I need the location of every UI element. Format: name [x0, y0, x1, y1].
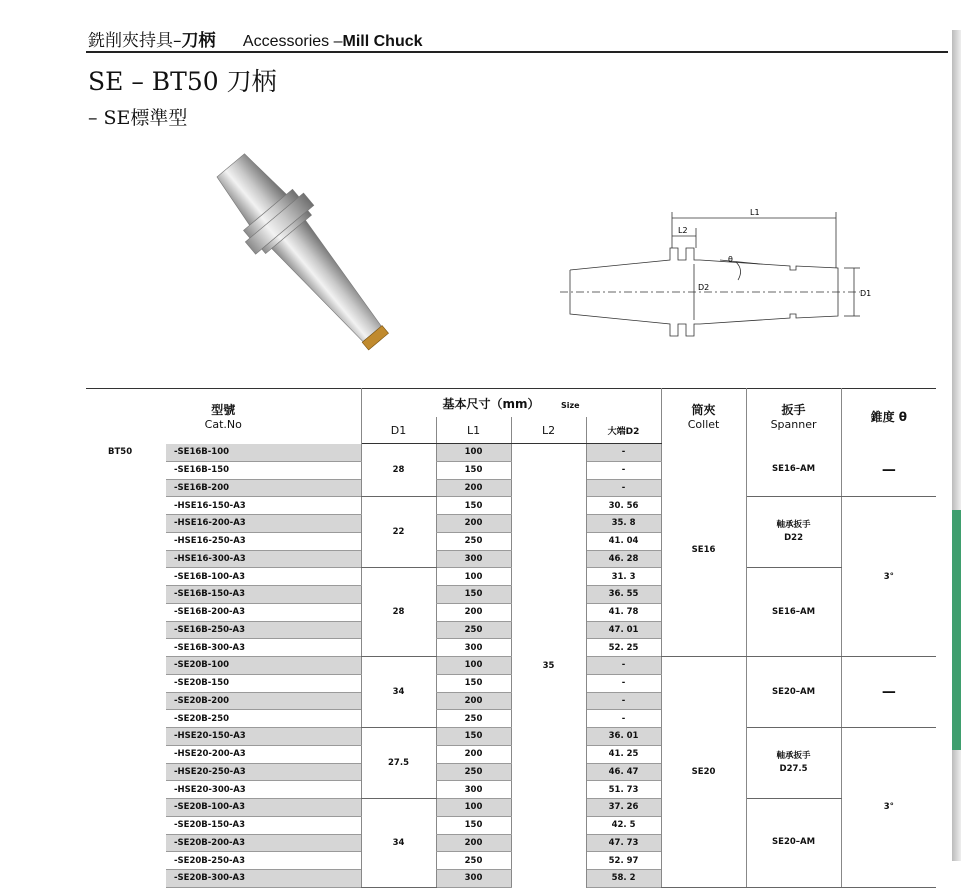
- header-model: 型號 Cat.No: [86, 389, 361, 444]
- d2-cell: -: [586, 710, 661, 728]
- d2-cell: 52. 25: [586, 639, 661, 657]
- l1-cell: 200: [436, 834, 511, 852]
- header-d1: D1: [361, 417, 436, 444]
- cat-no-cell: -SE16B-200: [166, 479, 361, 497]
- d2-cell: 47. 01: [586, 621, 661, 639]
- l1-cell: 200: [436, 603, 511, 621]
- l1-cell: 150: [436, 816, 511, 834]
- label-theta: θ: [728, 255, 733, 264]
- l1-cell: 150: [436, 586, 511, 604]
- l1-cell: 100: [436, 657, 511, 675]
- label-d2: D2: [698, 283, 710, 292]
- header-d2: 大端D2: [586, 417, 661, 444]
- d2-cell: 58. 2: [586, 870, 661, 888]
- l1-cell: 300: [436, 870, 511, 888]
- d1-cell: 22: [361, 497, 436, 568]
- section-header: [88, 26, 423, 51]
- spanner-cell: SE20–AM: [746, 657, 841, 728]
- d2-cell: -: [586, 461, 661, 479]
- d2-cell: 37. 26: [586, 799, 661, 817]
- cat-no-cell: -HSE20-200-A3: [166, 745, 361, 763]
- cat-no-cell: -SE20B-150: [166, 674, 361, 692]
- header-dims: 基本尺寸（mm） Size: [361, 389, 661, 418]
- cat-no-cell: -HSE20-250-A3: [166, 763, 361, 781]
- cat-no-cell: -HSE16-200-A3: [166, 515, 361, 533]
- d2-cell: 52. 97: [586, 852, 661, 870]
- cat-no-cell: -SE20B-100-A3: [166, 799, 361, 817]
- cat-no-cell: -SE16B-100-A3: [166, 568, 361, 586]
- l1-cell: 150: [436, 674, 511, 692]
- l1-cell: 250: [436, 852, 511, 870]
- d2-cell: -: [586, 479, 661, 497]
- spec-table-body: [86, 444, 936, 888]
- d2-cell: 46. 47: [586, 763, 661, 781]
- l1-cell: 200: [436, 515, 511, 533]
- cat-no-cell: -SE20B-150-A3: [166, 816, 361, 834]
- d2-cell: 51. 73: [586, 781, 661, 799]
- taper-cell: —: [841, 444, 936, 497]
- d2-cell: -: [586, 674, 661, 692]
- taper-cell: 3°: [841, 497, 936, 657]
- spanner-cell: 軸承扳手 D22: [746, 497, 841, 568]
- cat-no-cell: -SE20B-250: [166, 710, 361, 728]
- cat-no-cell: -SE16B-150-A3: [166, 586, 361, 604]
- d1-cell: 34: [361, 799, 436, 888]
- label-d1: D1: [860, 289, 872, 298]
- d2-cell: 36. 01: [586, 728, 661, 746]
- l1-cell: 150: [436, 497, 511, 515]
- label-l2: L2: [678, 226, 688, 235]
- l2-cell: 35: [511, 444, 586, 888]
- l1-cell: 100: [436, 799, 511, 817]
- d1-cell: 34: [361, 657, 436, 728]
- edge-tab-gray: [952, 30, 961, 510]
- cat-no-cell: -HSE16-300-A3: [166, 550, 361, 568]
- cat-no-cell: -HSE16-150-A3: [166, 497, 361, 515]
- d2-cell: 46. 28: [586, 550, 661, 568]
- spanner-cell: 軸承扳手 D27.5: [746, 728, 841, 799]
- d2-cell: 42. 5: [586, 816, 661, 834]
- l1-cell: 100: [436, 444, 511, 462]
- l1-cell: 250: [436, 763, 511, 781]
- d2-cell: 41. 25: [586, 745, 661, 763]
- spanner-cell: SE16–AM: [746, 568, 841, 657]
- spec-table: [86, 388, 936, 888]
- header-collet: 筒夾 Collet: [661, 389, 746, 444]
- l1-cell: 250: [436, 710, 511, 728]
- d2-cell: 31. 3: [586, 568, 661, 586]
- d1-cell: 28: [361, 444, 436, 497]
- l1-cell: 250: [436, 532, 511, 550]
- d2-cell: -: [586, 692, 661, 710]
- d2-cell: -: [586, 444, 661, 462]
- cat-no-cell: -SE16B-100: [166, 444, 361, 462]
- collet-cell: SE16: [661, 444, 746, 657]
- cat-no-cell: -SE16B-250-A3: [166, 621, 361, 639]
- cat-no-cell: -SE20B-300-A3: [166, 870, 361, 888]
- d2-cell: 47. 73: [586, 834, 661, 852]
- edge-tab-green: [952, 510, 961, 750]
- cat-no-cell: -SE16B-150: [166, 461, 361, 479]
- taper-cell: 3°: [841, 728, 936, 888]
- table-row: [86, 444, 936, 462]
- cat-no-cell: -SE20B-200-A3: [166, 834, 361, 852]
- cat-no-cell: -SE16B-300-A3: [166, 639, 361, 657]
- collet-cell: SE20: [661, 657, 746, 888]
- cat-no-cell: -SE20B-200: [166, 692, 361, 710]
- header-en: Accessories –Mill Chuck: [242, 33, 423, 50]
- d2-cell: 41. 04: [586, 532, 661, 550]
- page-title: SE – BT50 刀柄: [88, 67, 277, 96]
- spanner-cell: SE20–AM: [746, 799, 841, 888]
- cat-no-cell: -HSE16-250-A3: [166, 532, 361, 550]
- l1-cell: 150: [436, 461, 511, 479]
- header-l1: L1: [436, 417, 511, 444]
- d2-cell: 36. 55: [586, 586, 661, 604]
- page-subtitle: – SE標準型: [88, 107, 188, 129]
- header-l2: L2: [511, 417, 586, 444]
- spanner-cell: SE16–AM: [746, 444, 841, 497]
- l1-cell: 200: [436, 692, 511, 710]
- header-divider: [86, 51, 948, 53]
- l1-cell: 200: [436, 479, 511, 497]
- l1-cell: 300: [436, 781, 511, 799]
- label-l1: L1: [750, 208, 760, 217]
- cat-no-cell: -SE20B-100: [166, 657, 361, 675]
- d2-cell: 35. 8: [586, 515, 661, 533]
- cat-no-cell: -HSE20-150-A3: [166, 728, 361, 746]
- l1-cell: 150: [436, 728, 511, 746]
- header-spanner: 扳手 Spanner: [746, 389, 841, 444]
- technical-drawing: [560, 200, 880, 350]
- l1-cell: 300: [436, 639, 511, 657]
- d1-cell: 28: [361, 568, 436, 657]
- d2-cell: 41. 78: [586, 603, 661, 621]
- taper-cell: —: [841, 657, 936, 728]
- d1-cell: 27.5: [361, 728, 436, 799]
- l1-cell: 200: [436, 745, 511, 763]
- cat-no-cell: -SE20B-250-A3: [166, 852, 361, 870]
- tool-holder-photo: [185, 132, 455, 367]
- series-cell: BT50: [108, 446, 133, 457]
- header-taper: 錐度 θ: [841, 389, 936, 444]
- d2-cell: 30. 56: [586, 497, 661, 515]
- header-zh: 銑削夾持具–刀柄: [88, 31, 216, 51]
- cat-no-cell: -HSE20-300-A3: [166, 781, 361, 799]
- cat-no-cell: -SE16B-200-A3: [166, 603, 361, 621]
- l1-cell: 100: [436, 568, 511, 586]
- d2-cell: -: [586, 657, 661, 675]
- edge-tab-gray-2: [952, 750, 961, 861]
- l1-cell: 250: [436, 621, 511, 639]
- l1-cell: 300: [436, 550, 511, 568]
